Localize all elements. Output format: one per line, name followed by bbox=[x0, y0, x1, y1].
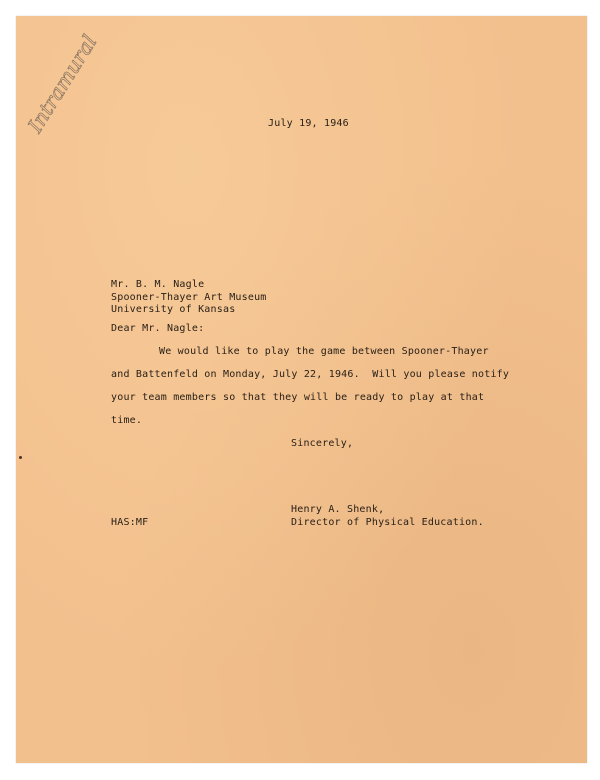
recipient-institution: University of Kansas bbox=[111, 304, 236, 315]
salutation: Dear Mr. Nagle: bbox=[111, 323, 205, 334]
body-line-3: your team members so that they will be ready to play at that bbox=[111, 392, 485, 403]
handwritten-note: Intramural bbox=[22, 30, 102, 137]
letter-date: July 19, 1946 bbox=[268, 118, 349, 129]
recipient-organization: Spooner-Thayer Art Museum bbox=[111, 292, 267, 303]
closing: Sincerely, bbox=[291, 438, 354, 449]
handwritten-annotation bbox=[22, 26, 133, 141]
body-line-1: We would like to play the game between Spooner-Thayer bbox=[159, 346, 489, 357]
body-line-2: and Battenfeld on Monday, July 22, 1946. Will you please notify bbox=[111, 369, 510, 380]
signer-title: Director of Physical Education. bbox=[291, 517, 484, 528]
paper-speck bbox=[19, 456, 22, 459]
body-line-4: time. bbox=[111, 415, 143, 426]
signer-name: Henry A. Shenk, bbox=[291, 504, 385, 515]
recipient-name: Mr. B. M. Nagle bbox=[111, 279, 205, 290]
typist-initials: HAS:MF bbox=[111, 517, 149, 528]
